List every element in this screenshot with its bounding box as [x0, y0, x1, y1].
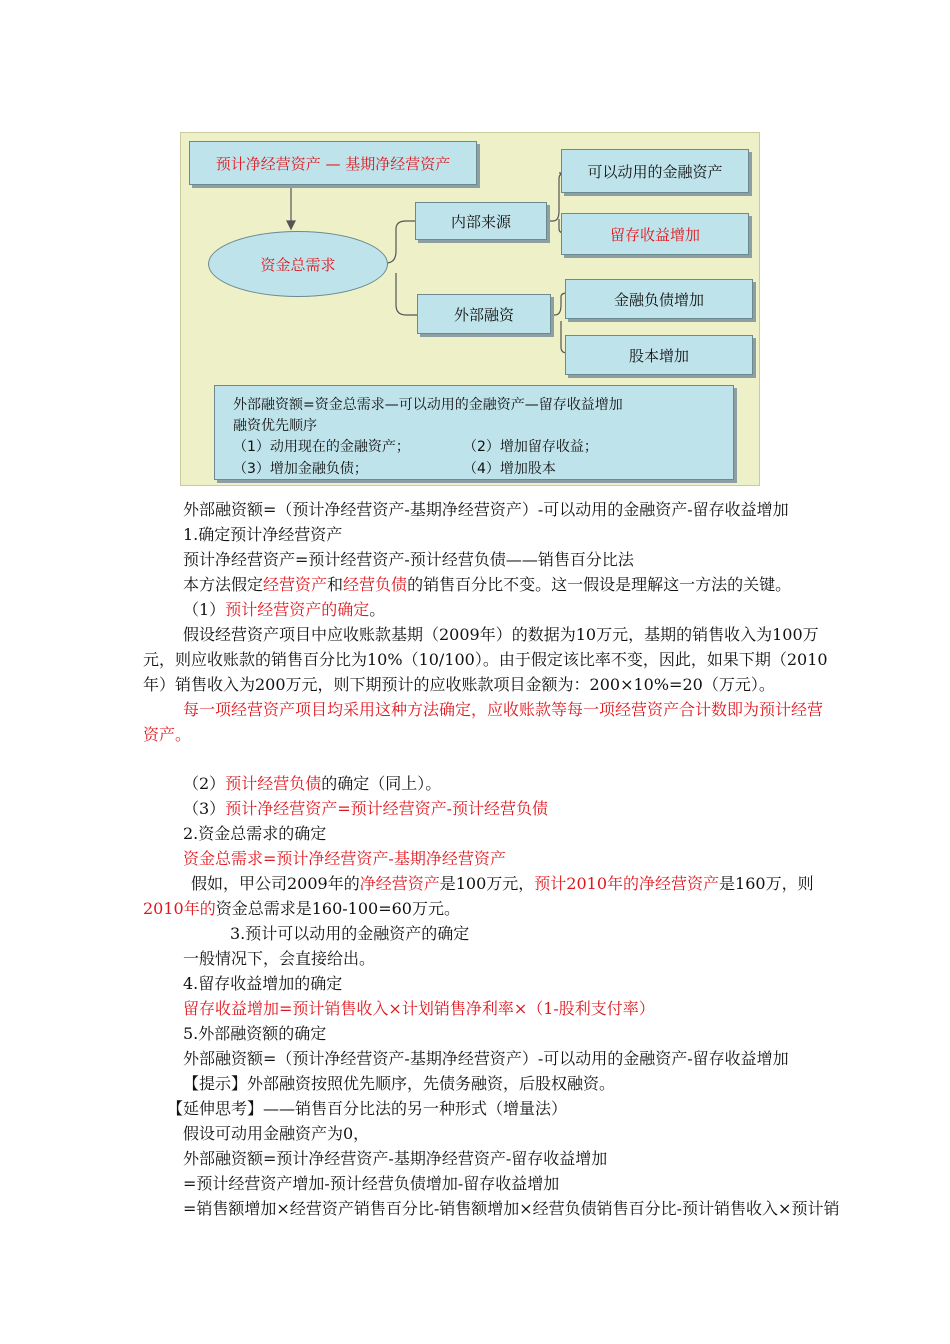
section-heading: 1.确定预计净经营资产 [183, 525, 343, 544]
text-run: 是100万元， [439, 874, 535, 893]
summary-item-1: （1）动用现在的金融资产； [233, 439, 410, 455]
financing-diagram [180, 132, 760, 486]
summary-item-2: （2）增加留存收益； [463, 439, 598, 455]
paragraph-line: 一般情况下，会直接给出。 [183, 949, 376, 968]
paragraph-line [191, 874, 814, 894]
paragraph-line: 年）销售收入为200万元，则下期预计的应收账款项目金额为：200×10%=20（万元）。 [143, 675, 775, 694]
highlight-run: 经营负债 [343, 575, 408, 594]
paragraph-line: 外部融资额=（预计净经营资产-基期净经营资产）-可以动用的金融资产-留存收益增加 [183, 1049, 789, 1068]
summary-order-title: 融资优先顺序 [233, 418, 317, 434]
retained-earnings-increase-box: 留存收益增加 [561, 213, 749, 255]
internal-sources-box: 内部来源 [415, 202, 547, 240]
paragraph-line: 假设可动用金融资产为0， [183, 1124, 370, 1143]
paragraph-line: =销售额增加×经营资产销售百分比-销售额增加×经营负债销售百分比-预计销售收入×预计销 [183, 1199, 840, 1218]
text-run: 和 [327, 575, 344, 594]
paragraph-line: 假设经营资产项目中应收账款基期（2009年）的数据为10万元，基期的销售收入为100万 [183, 625, 819, 644]
text-run: 的销售百分比不变。这一假设是理解这一方法的关键。 [407, 575, 792, 594]
financial-liability-increase-box: 金融负债增加 [565, 279, 753, 319]
highlight-run: 经营资产 [263, 575, 328, 594]
paragraph-line [183, 600, 385, 620]
projected-vs-base-box: 预计净经营资产 — 基期净经营资产 [189, 141, 477, 185]
highlight-run: 预计经营负债 [225, 774, 322, 793]
highlight-run: 预计经营资产的确定 [225, 600, 370, 619]
paragraph-line [183, 774, 441, 794]
text-run: 是160万，则 [719, 874, 814, 893]
paragraph-line [183, 575, 791, 595]
highlight-run: 2010年的 [143, 899, 216, 918]
paragraph-line: 外部融资额=（预计净经营资产-基期净经营资产）-可以动用的金融资产-留存收益增加 [183, 500, 789, 519]
external-financing-box: 外部融资 [417, 294, 551, 334]
tip-line: 【提示】外部融资按照优先顺序，先债务融资，后股权融资。 [183, 1074, 616, 1093]
summary-formula: 外部融资额=资金总需求—可以动用的金融资产—留存收益增加 [233, 397, 623, 413]
paragraph-line: 外部融资额=预计净经营资产-基期净经营资产-留存收益增加 [183, 1149, 608, 1168]
text-run: 。 [369, 600, 386, 619]
highlight-line: 资产。 [143, 725, 192, 744]
highlight-run: 净经营资产 [359, 874, 440, 893]
summary-item-4: （4）增加股本 [463, 461, 556, 477]
highlight-line: 留存收益增加=预计销售收入×计划销售净利率×（1-股利支付率） [183, 999, 655, 1018]
external-financing-summary-box [214, 385, 734, 480]
summary-item-3: （3）增加金融负债； [233, 461, 368, 477]
paragraph-line: 预计净经营资产=预计经营资产-预计经营负债——销售百分比法 [183, 550, 634, 569]
section-heading: 4.留存收益增加的确定 [183, 974, 343, 993]
paragraph-line: =预计经营资产增加-预计经营负债增加-留存收益增加 [183, 1174, 560, 1193]
highlight-line: 每一项经营资产项目均采用这种方法确定，应收账款等每一项经营资产合计数即为预计经营 [183, 700, 824, 719]
section-heading: 3.预计可以动用的金融资产的确定 [230, 924, 470, 943]
section-heading: 2.资金总需求的确定 [183, 824, 327, 843]
extension-heading: 【延伸思考】——销售百分比法的另一种形式（增量法） [167, 1099, 568, 1118]
paragraph-line [183, 799, 548, 819]
paragraph-line [143, 899, 460, 919]
highlight-line: 资金总需求=预计净经营资产-基期净经营资产 [183, 849, 506, 868]
text-run: 假如，甲公司2009年的 [191, 874, 360, 893]
equity-increase-box: 股本增加 [565, 335, 753, 375]
text-run: 的确定（同上）。 [321, 774, 442, 793]
text-run: （3） [183, 799, 226, 818]
highlight-run: 预计净经营资产=预计经营资产-预计经营负债 [225, 799, 549, 818]
text-run: （2） [183, 774, 226, 793]
available-financial-assets-box: 可以动用的金融资产 [561, 149, 749, 193]
text-run: 资金总需求是160-100=60万元。 [215, 899, 460, 918]
total-capital-demand-ellipse: 资金总需求 [208, 231, 388, 297]
section-heading: 5.外部融资额的确定 [183, 1024, 327, 1043]
text-run: 本方法假定 [183, 575, 264, 594]
paragraph-line: 元，则应收账款的销售百分比为10%（10/100）。由于假定该比率不变，因此，如果下期（2010 [143, 650, 828, 669]
text-run: （1） [183, 600, 226, 619]
highlight-run: 预计2010年的净经营资产 [534, 874, 720, 893]
